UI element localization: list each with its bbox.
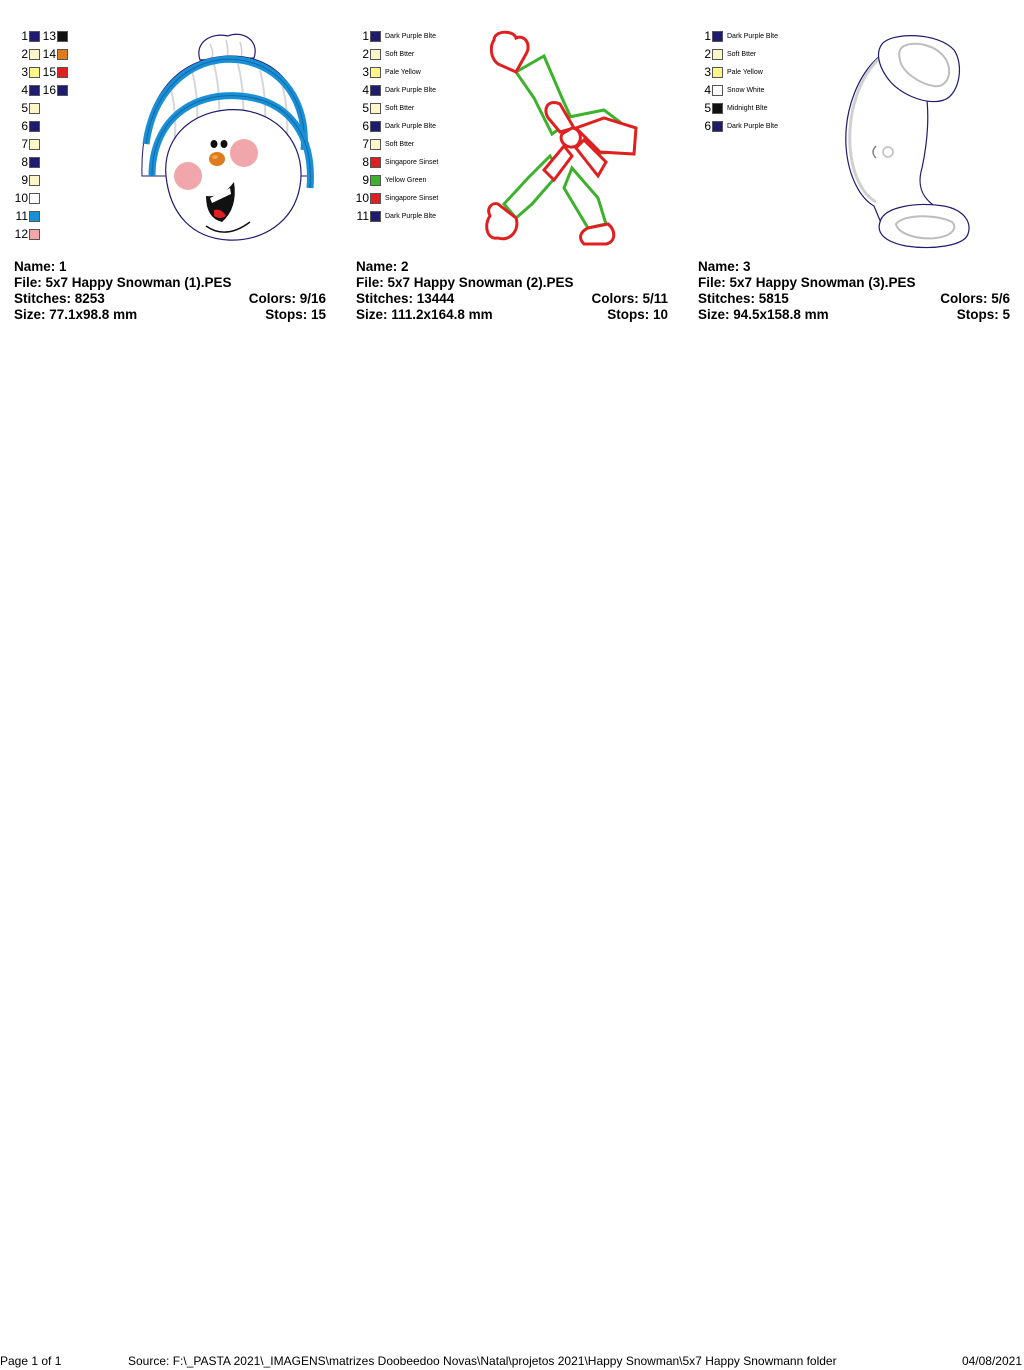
color-swatch-row — [697, 81, 764, 99]
design-stitches: Stitches: 8253 — [14, 291, 105, 306]
swatch-color-name: Midnight Blte — [727, 104, 768, 112]
swatch-number: 3 — [21, 65, 28, 79]
swatch-color-name: Pale Yellow — [385, 68, 421, 76]
swatch-number: 2 — [362, 47, 369, 61]
color-swatch — [370, 85, 381, 96]
swatch-color-name: Yellow Green — [385, 176, 427, 184]
color-swatch-row — [355, 117, 436, 135]
color-swatch-row — [14, 45, 40, 63]
color-swatch-row — [355, 63, 421, 81]
color-swatch-row — [697, 27, 778, 45]
color-swatch — [370, 175, 381, 186]
swatch-number: 3 — [704, 65, 711, 79]
color-swatch — [370, 121, 381, 132]
scarf-bow-design — [480, 28, 640, 250]
color-swatch — [370, 31, 381, 42]
swatch-number: 9 — [21, 173, 28, 187]
design-panel-1 — [0, 0, 330, 330]
swatch-number: 5 — [21, 101, 28, 115]
page-number: Page 1 of 1 — [0, 1354, 62, 1368]
swatch-number: 9 — [362, 173, 369, 187]
swatch-number: 7 — [362, 137, 369, 151]
swatch-number: 1 — [362, 29, 369, 43]
design-name: Name: 1 — [14, 259, 67, 274]
color-swatch — [370, 211, 381, 222]
color-swatch-row — [355, 99, 414, 117]
color-swatch — [29, 67, 40, 78]
color-swatch — [370, 67, 381, 78]
color-swatch-row — [42, 45, 68, 63]
color-swatch — [712, 121, 723, 132]
color-swatch — [29, 103, 40, 114]
swatch-color-name: Singapore Sinset — [385, 158, 439, 166]
color-swatch-row — [355, 171, 426, 189]
swatch-color-name: Pale Yellow — [727, 68, 763, 76]
swatch-color-name: Soft Btter — [385, 104, 415, 112]
color-swatch-row — [14, 99, 40, 117]
color-swatch — [712, 67, 723, 78]
left-cheek — [174, 162, 202, 190]
snowman-body-design — [840, 30, 970, 250]
color-swatch — [712, 85, 723, 96]
color-swatch — [29, 157, 40, 168]
swatch-number: 5 — [362, 101, 369, 115]
swatch-color-name: Dark Purple Blte — [385, 86, 436, 94]
swatch-number: 11 — [356, 209, 369, 223]
swatch-number: 14 — [42, 47, 56, 61]
color-swatch — [57, 49, 68, 60]
swatch-number: 16 — [42, 83, 56, 97]
page-footer — [0, 1354, 1024, 1370]
color-swatch — [29, 121, 40, 132]
design-file: File: 5x7 Happy Snowman (2).PES — [356, 275, 574, 290]
design-panel-3 — [684, 0, 1014, 330]
color-swatch-row — [14, 63, 40, 81]
left-eye — [211, 140, 218, 148]
swatch-number: 4 — [362, 83, 369, 97]
color-swatch-row — [14, 207, 40, 225]
color-swatch — [29, 85, 40, 96]
color-swatch — [29, 211, 40, 222]
swatch-number: 6 — [21, 119, 28, 133]
color-swatch-row — [42, 63, 68, 81]
color-swatch-row — [355, 207, 436, 225]
design-info — [698, 259, 1010, 323]
color-swatch-row — [14, 81, 40, 99]
base-ring — [879, 205, 969, 248]
color-swatch-row — [355, 189, 438, 207]
swatch-number: 7 — [21, 137, 28, 151]
swatch-number: 2 — [21, 47, 28, 61]
design-stitches: Stitches: 5815 — [698, 291, 789, 306]
color-swatch — [370, 49, 381, 60]
color-swatch-row — [14, 27, 40, 45]
color-swatch-row — [14, 153, 40, 171]
color-swatch-row — [697, 99, 767, 117]
color-swatch — [370, 103, 381, 114]
color-swatch-row — [697, 117, 778, 135]
color-swatch-row — [14, 171, 40, 189]
color-swatch-row — [14, 135, 40, 153]
design-stops: Stops: 10 — [607, 307, 668, 322]
swatch-number: 8 — [21, 155, 28, 169]
swatch-number: 15 — [42, 65, 56, 79]
swatch-color-name: Dark Purple Blte — [727, 122, 778, 130]
color-swatch-row — [697, 45, 756, 63]
swatch-color-name: Singapore Sinset — [385, 194, 439, 202]
color-swatch-row — [42, 81, 68, 99]
swatch-color-name: Dark Purple Blte — [385, 32, 436, 40]
swatch-color-name: Soft Btter — [385, 140, 415, 148]
color-swatch — [712, 31, 723, 42]
source-path: Source: F:\_PASTA 2021\_IMAGENS\matrizes Doobeedoo Novas\Natal\projetos 2021\Happy Snowman\5x7 Happy Snowmann folder — [128, 1354, 837, 1368]
design-colors: Colors: 9/16 — [248, 291, 326, 306]
right-eye — [221, 140, 228, 148]
design-colors: Colors: 5/6 — [940, 291, 1010, 306]
snowman-head-design — [130, 26, 330, 251]
color-swatch — [29, 49, 40, 60]
top-mitten — [491, 32, 528, 72]
design-size: Size: 111.2x164.8 mm — [356, 307, 493, 322]
right-cheek — [230, 139, 258, 167]
swatch-number: 5 — [704, 101, 711, 115]
swatch-number: 4 — [704, 83, 711, 97]
swatch-color-name: Dark Purple Blte — [385, 212, 436, 220]
design-colors: Colors: 5/11 — [591, 291, 668, 306]
bottom-right-mitten — [581, 224, 614, 244]
swatch-color-name: Snow White — [727, 86, 765, 94]
swatch-number: 12 — [14, 227, 28, 241]
design-panel-2 — [342, 0, 672, 330]
design-size: Size: 94.5x158.8 mm — [698, 307, 829, 322]
swatch-number: 10 — [14, 191, 28, 205]
color-swatch — [370, 139, 381, 150]
design-info — [14, 259, 326, 323]
color-swatch — [29, 139, 40, 150]
color-swatch-row — [14, 117, 40, 135]
swatch-number: 6 — [362, 119, 369, 133]
design-stops: Stops: 5 — [956, 307, 1010, 322]
design-info — [356, 259, 668, 323]
color-swatch-row — [14, 225, 40, 243]
color-swatch — [57, 67, 68, 78]
swatch-number: 8 — [362, 155, 369, 169]
color-swatch-row — [42, 27, 68, 45]
design-file: File: 5x7 Happy Snowman (1).PES — [14, 275, 232, 290]
swatch-color-name: Soft Btter — [385, 50, 415, 58]
swatch-number: 11 — [15, 209, 28, 223]
swatch-color-name: Soft Btter — [727, 50, 757, 58]
carrot-nose — [209, 152, 225, 166]
design-file: File: 5x7 Happy Snowman (3).PES — [698, 275, 916, 290]
swatch-number: 6 — [704, 119, 711, 133]
design-size: Size: 77.1x98.8 mm — [14, 307, 138, 322]
swatch-number: 1 — [21, 29, 28, 43]
color-swatch-row — [697, 63, 763, 81]
color-swatch — [370, 157, 381, 168]
color-swatch-row — [355, 81, 436, 99]
swatch-number: 4 — [21, 83, 28, 97]
design-name: Name: 3 — [698, 259, 751, 274]
swatch-number: 3 — [362, 65, 369, 79]
color-swatch-row — [14, 189, 40, 207]
color-swatch — [29, 175, 40, 186]
swatch-number: 2 — [704, 47, 711, 61]
design-name: Name: 2 — [356, 259, 409, 274]
color-swatch — [712, 103, 723, 114]
color-swatch-row — [355, 153, 438, 171]
color-swatch-row — [355, 45, 414, 63]
design-stops: Stops: 15 — [265, 307, 326, 322]
color-swatch — [57, 31, 68, 42]
print-date: 04/08/2021 — [961, 1354, 1022, 1368]
lower-right-sleeve — [564, 168, 606, 228]
color-swatch — [370, 193, 381, 204]
design-stitches: Stitches: 13444 — [356, 291, 455, 306]
color-swatch-row — [355, 27, 436, 45]
color-swatch — [29, 31, 40, 42]
color-swatch — [712, 49, 723, 60]
swatch-color-name: Dark Purple Blte — [727, 32, 778, 40]
swatch-number: 1 — [704, 29, 711, 43]
color-swatch — [29, 229, 40, 240]
swatch-color-name: Dark Purple Blte — [385, 122, 436, 130]
swatch-number: 10 — [355, 191, 369, 205]
swatch-number: 13 — [42, 29, 56, 43]
color-swatch — [29, 193, 40, 204]
color-swatch-row — [355, 135, 414, 153]
color-swatch — [57, 85, 68, 96]
